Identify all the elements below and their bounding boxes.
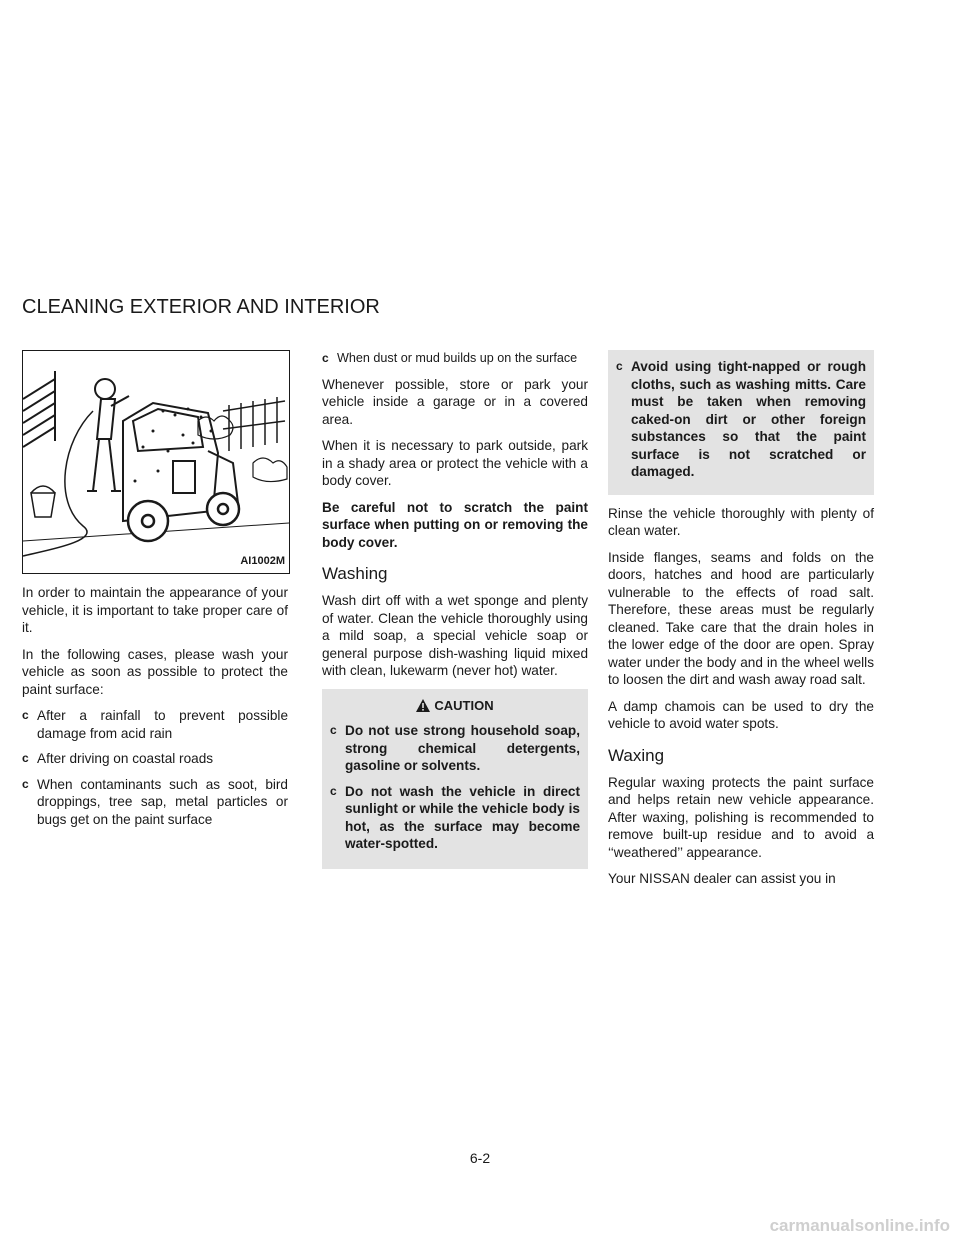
list-item: c Do not wash the vehicle in direct sunlight or while the vehicle body is hot, as the surface may become water-spotted. (330, 783, 580, 851)
figure-code: AI1002M (239, 553, 286, 571)
washing-paragraph: Wash dirt off with a wet sponge and plenty of water. Clean the vehicle thoroughly using a mild soap, a special vehicle soap or general purpose dish-washing liquid mixed with clean, lukewarm (never hot) water. (322, 593, 588, 678)
list-item: c Avoid using tight-napped or rough cloths, such as washing mitts. Care must be taken when removing caked-on dirt or other foreign substances so that the paint surface is not scratched or damaged. (616, 359, 866, 479)
car-washing-illustration (22, 350, 290, 574)
car-washing-drawing (23, 351, 289, 573)
list-item: c When contaminants such as soot, bird droppings, tree sap, metal particles or bugs get on the paint surface (22, 776, 288, 827)
column-1 (22, 350, 288, 836)
column-3 (608, 350, 874, 897)
list-item: c After driving on coastal roads (22, 751, 214, 766)
caution-box-continued (608, 350, 874, 495)
cover-warning-paragraph: Be careful not to scratch the paint surface when putting on or removing the body cover. (322, 499, 588, 550)
warning-triangle-icon (416, 699, 430, 712)
rinse-paragraph: Rinse the vehicle thoroughly with plenty of clean water. (608, 505, 874, 538)
waxing-heading: Waxing (608, 745, 665, 765)
list-item: c When dust or mud builds up on the surface (322, 350, 588, 368)
bullet-icon: c (322, 351, 329, 365)
bullet-icon: c (22, 751, 29, 765)
dealer-paragraph: Your NISSAN dealer can assist you in (608, 871, 836, 886)
outside-paragraph: When it is necessary to park outside, park in a shady area or protect the vehicle with a body cover. (322, 438, 588, 488)
column-2 (322, 350, 588, 869)
caution-box (322, 689, 588, 869)
road-salt-paragraph: Inside flanges, seams and folds on the doors, hatches and hood are particularly vulnerable to the effects of road salt. Therefore, these areas must be regularly cleaned. Take care that the drain holes in the lower edge of the door are open. Spray water under the body and in the wheel wells to loosen the dirt and wash away road salt. (608, 549, 874, 687)
waxing-paragraph: Regular waxing protects the paint surface and helps retain new vehicle appearance. After waxing, polishing is recommended to remove built-up residue and to avoid a ‘‘weathered’’ appearance. (608, 774, 874, 860)
storage-paragraph: Whenever possible, store or park your vehicle inside a garage or in a covered area. (322, 376, 588, 427)
washing-heading: Washing (322, 564, 388, 583)
intro-paragraph: In order to maintain the appearance of your vehicle, it is important to take proper care of it. (22, 585, 288, 635)
list-item: c Do not use strong household soap, strong chemical detergents, gasoline or solvents. (330, 723, 580, 773)
bullet-icon: c (22, 708, 29, 722)
bullet-icon: c (22, 776, 29, 791)
cases-paragraph: In the following cases, please wash your vehicle as soon as possible to protect the paint surface: (22, 646, 288, 697)
chamois-paragraph: A damp chamois can be used to dry the vehicle to avoid water spots. (608, 698, 874, 731)
watermark: carmanualsonline.info (769, 1216, 950, 1235)
bullet-icon: c (330, 783, 337, 798)
list-item: c After a rainfall to prevent possible damage from acid rain (22, 708, 288, 741)
bullet-icon: c (330, 723, 337, 737)
bullet-icon: c (616, 359, 623, 373)
caution-heading: CAUTION (330, 697, 580, 715)
section-title: CLEANING EXTERIOR AND INTERIOR (22, 296, 380, 318)
page-number: 6-2 (469, 1150, 491, 1166)
